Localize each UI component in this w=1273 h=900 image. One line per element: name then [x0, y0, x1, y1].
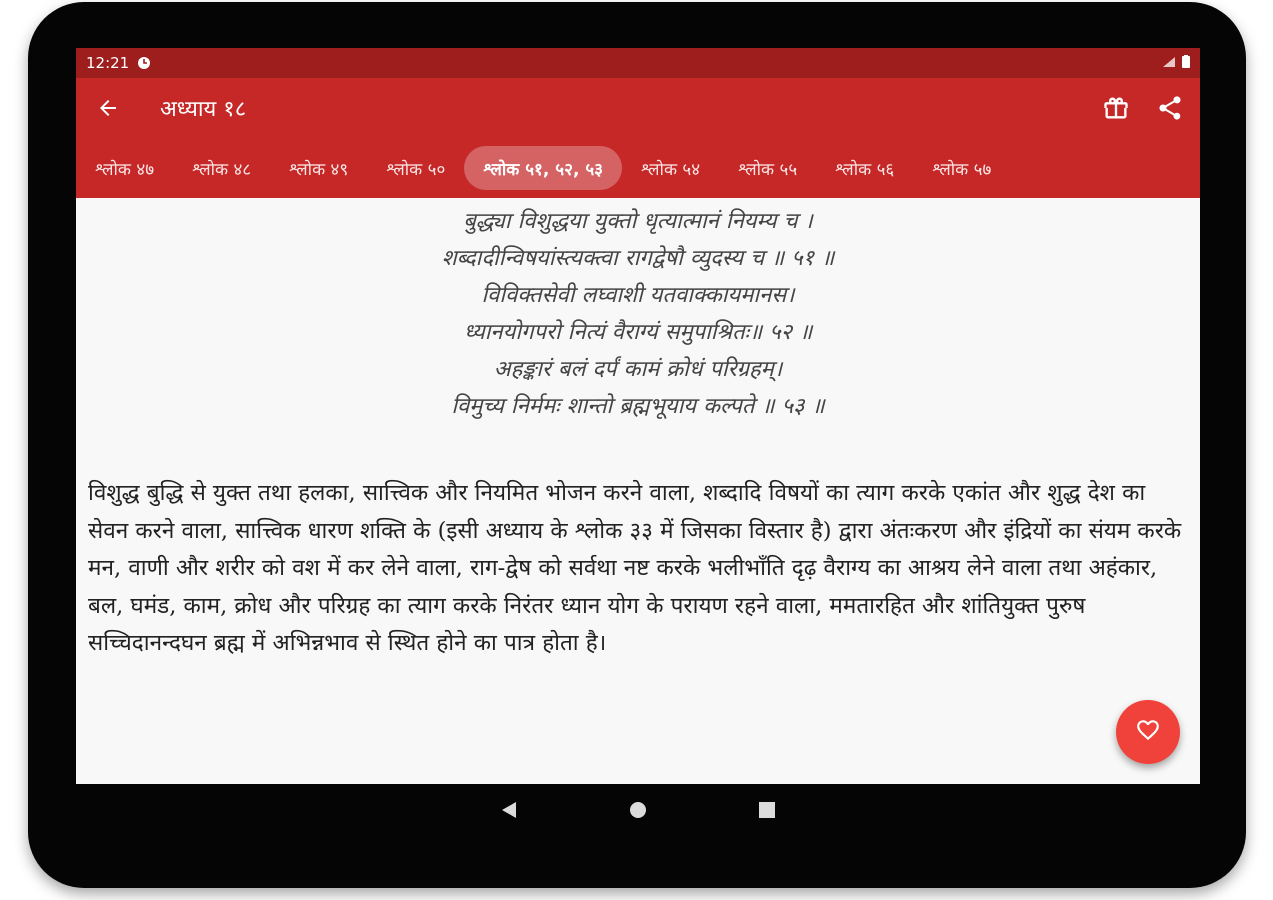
status-bar	[76, 48, 1200, 78]
verse-meaning: विशुद्ध बुद्धि से युक्त तथा हलका, सात्त्विक और नियमित भोजन करने वाला, शब्दादि विषयों का त्याग करके एकांत और शुद्ध देश का सेवन करने वाला, सात्त्विक धारण शक्ति के (इसी अध्याय के श्लोक ३३ में जिसका विस्तार है) द्वारा अंतःकरण और इंद्रियों का संयम करके मन, वाणी और शरीर को वश में कर लेने वाला, राग-द्वेष को सर्वथा नष्ट करके भलीभाँति दृढ़ वैराग्य का आश्रय लेने वाला तथा अहंकार, बल, घमंड, काम, क्रोध और परिग्रह का त्याग करके निरंतर ध्यान योग के परायण रहने वाला, ममतारहित और शांतियुक्त पुरुष सच्चिदानन्दघन ब्रह्म में अभिन्नभाव से स्थित होने का पात्र होता है।	[88, 480, 1182, 656]
tab-verse-selected[interactable]: श्लोक ५१, ५२, ५३	[464, 146, 622, 190]
tab-verse[interactable]: श्लोक ५४	[641, 159, 701, 180]
nav-home-icon[interactable]	[628, 800, 648, 824]
tab-verse[interactable]: श्लोक ५७	[932, 159, 992, 180]
favorite-button[interactable]	[1116, 700, 1180, 764]
tab-verse[interactable]: श्लोक ४८	[192, 159, 252, 180]
tab-verse[interactable]: श्लोक ४७	[95, 159, 155, 180]
battery-icon	[1182, 54, 1190, 72]
verse-line: ध्यानयोगपरो नित्यं वैराग्यं समुपाश्रितः॥ ५२ ॥	[463, 320, 813, 345]
gift-icon[interactable]	[1102, 94, 1130, 122]
nav-recents-icon[interactable]	[758, 801, 776, 823]
signal-icon	[1162, 54, 1176, 72]
heart-icon	[1135, 717, 1161, 747]
status-icons	[1162, 54, 1190, 72]
verse-line: शब्दादीन्विषयांस्त्यक्त्वा रागद्वेषौ व्युदस्य च ॥ ५१ ॥	[441, 246, 835, 271]
tab-verse[interactable]: श्लोक ५०	[386, 159, 446, 180]
verse-line: विविक्तसेवी लघ्वाशी यतवाक्कायमानस।	[481, 283, 795, 308]
app-bar-actions	[1102, 94, 1184, 122]
verse-line: बुद्ध्या विशुद्धया युक्तो धृत्यात्मानं नियम्य च ।	[463, 209, 813, 234]
nav-back-icon[interactable]	[500, 800, 518, 824]
tab-verse[interactable]: श्लोक ४९	[289, 159, 349, 180]
page-title: अध्याय १८	[160, 97, 247, 122]
tab-verse[interactable]: श्लोक ५६	[835, 159, 895, 180]
sanskrit-verse	[76, 203, 1200, 425]
arrow-back-icon[interactable]	[96, 96, 120, 120]
notification-clock-icon	[137, 56, 151, 70]
status-time: 12:21	[86, 54, 130, 72]
system-nav-bar	[76, 784, 1200, 840]
verse-tabs	[76, 138, 1200, 198]
share-icon[interactable]	[1156, 94, 1184, 122]
app-screen	[76, 48, 1200, 784]
app-bar	[76, 78, 1200, 138]
verse-line: अहङ्कारं बलं दर्पं कामं क्रोधं परिग्रहम्‌।	[493, 357, 783, 382]
verse-line: विमुच्य निर्ममः शान्तो ब्रह्मभूयाय कल्पते ॥ ५३ ॥	[451, 394, 825, 419]
tab-verse[interactable]: श्लोक ५५	[738, 159, 798, 180]
